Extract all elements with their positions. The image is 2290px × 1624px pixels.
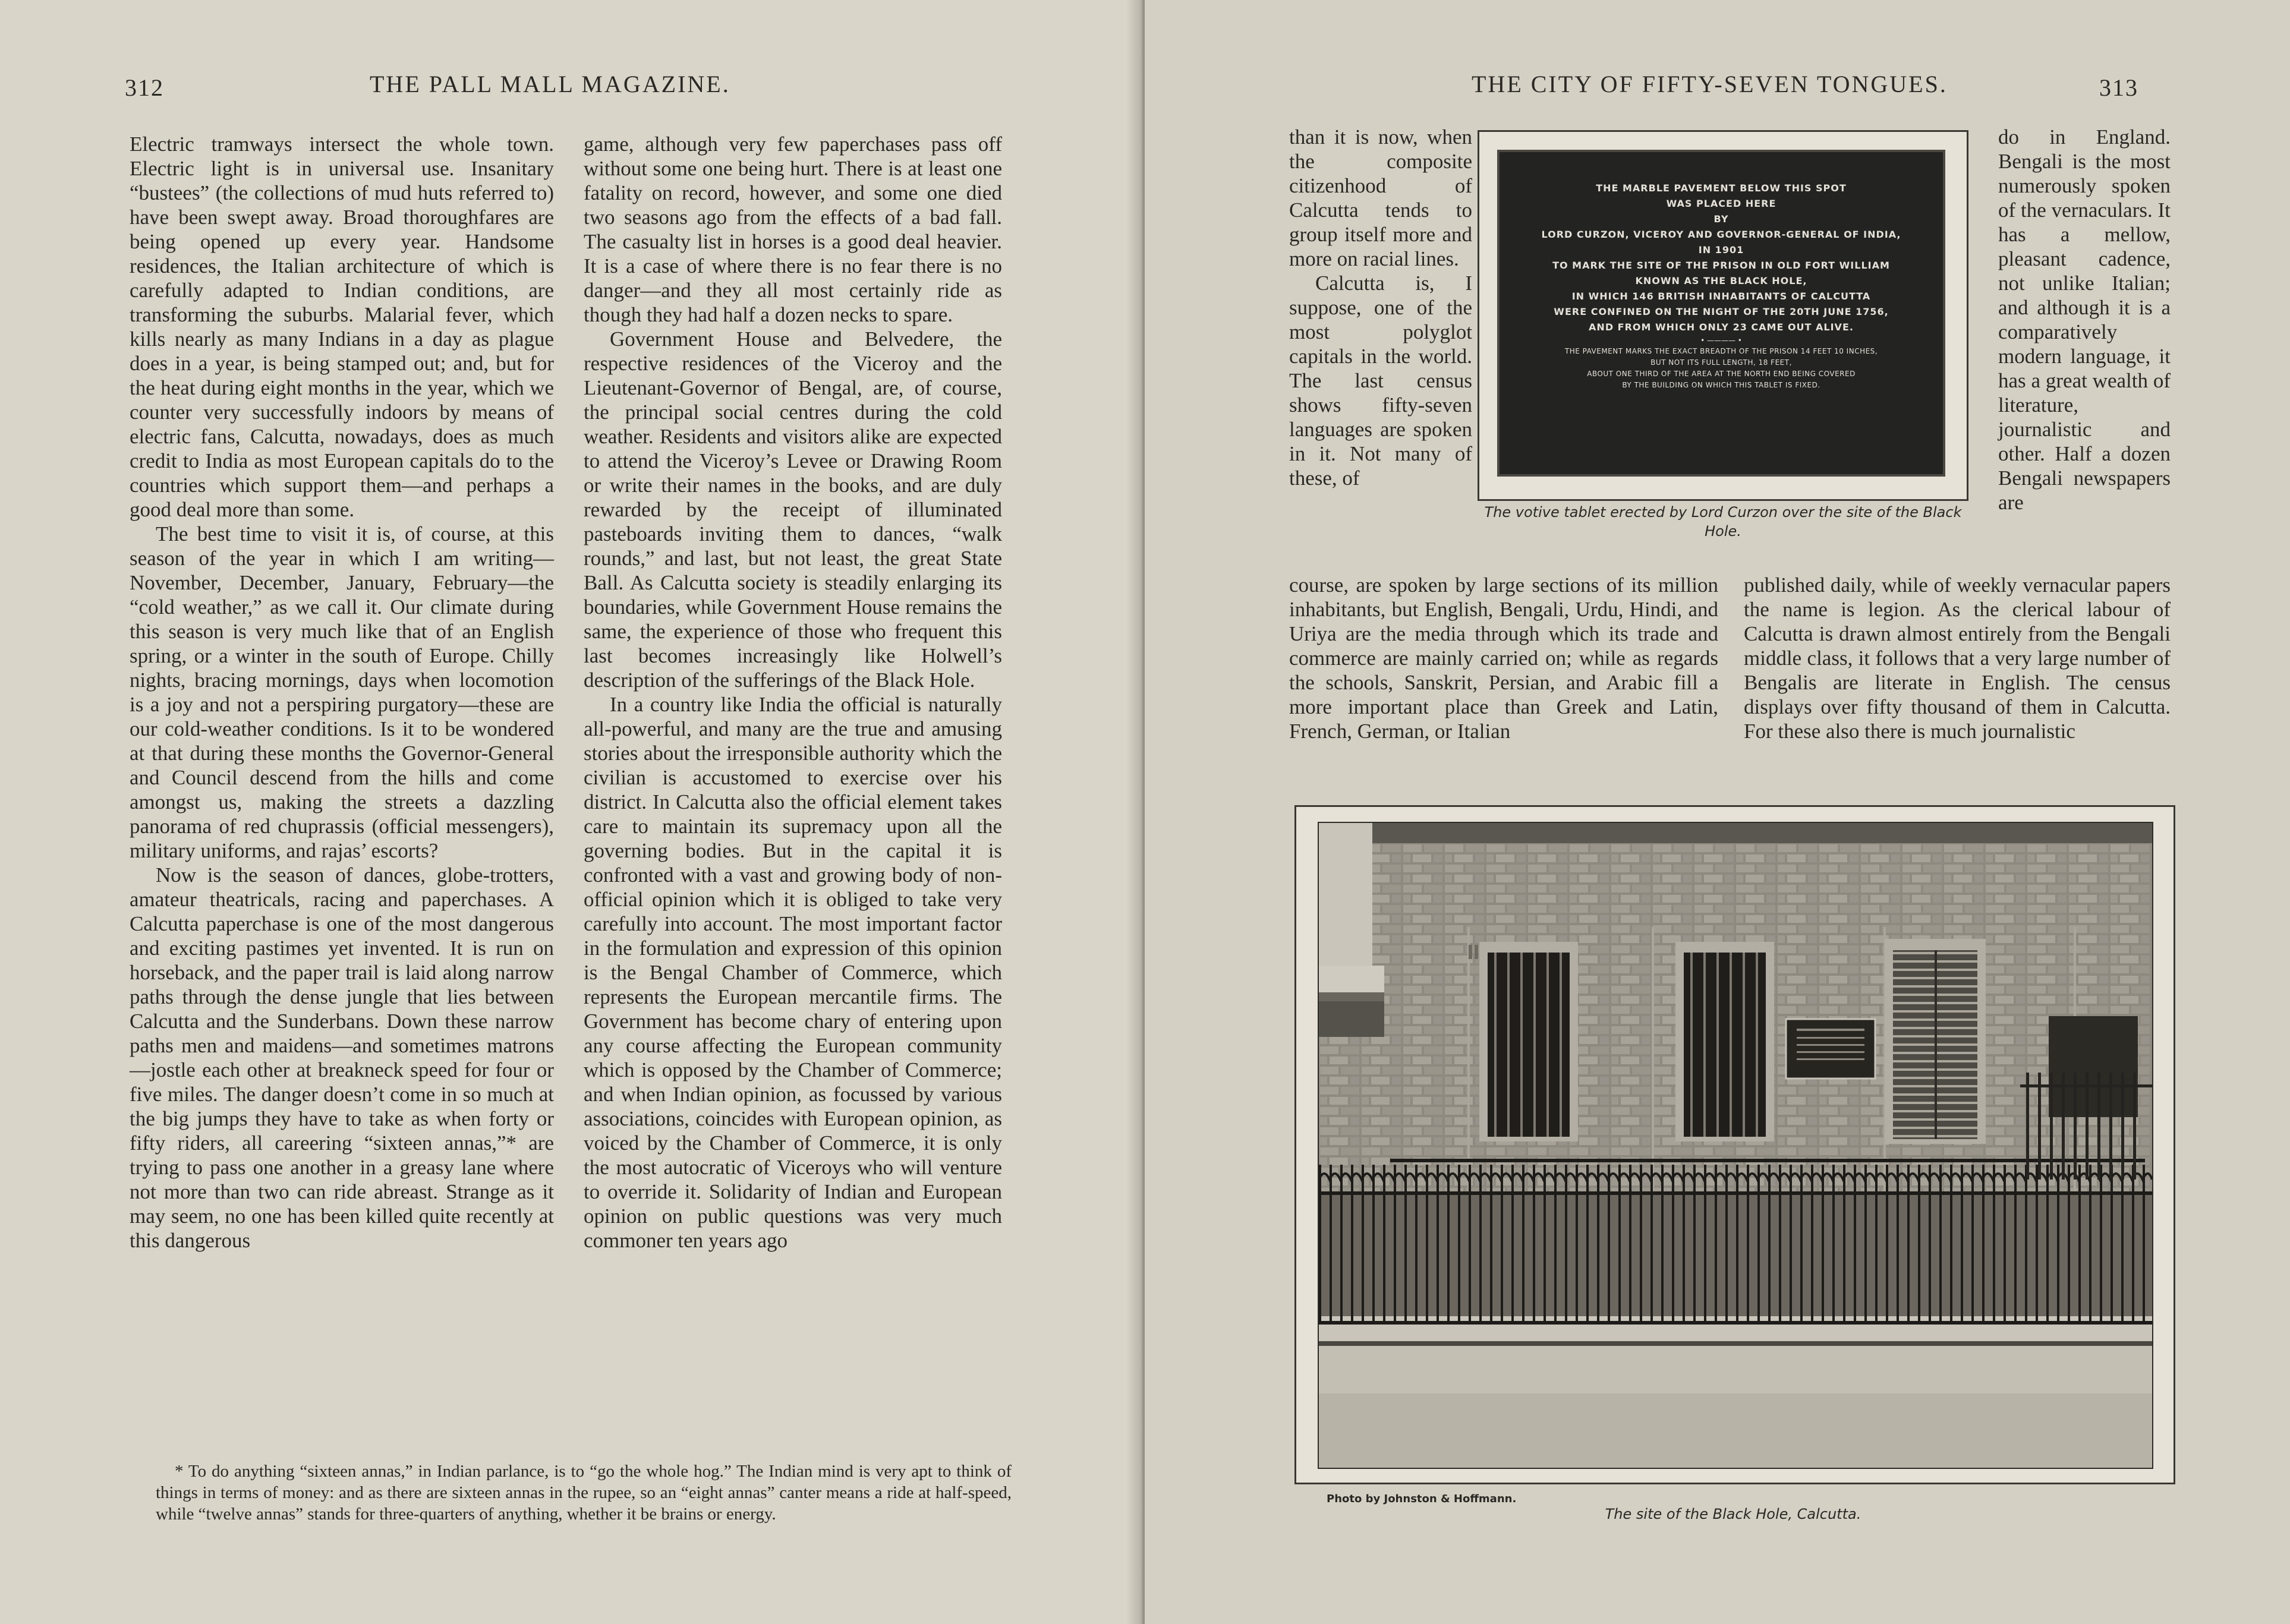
paragraph: game, although very few paperchases pass off without some one being hurt. There is at least one fatality on record, however, and some one died two seasons ago from the effects of a bad fall. The casualty list in horses is a good deal heavier. It is a case of where there is no fear there is no danger—and they all most certainly ride as though they had half a dozen necks to spare. xyxy=(584,133,1002,326)
tablet-line: WAS PLACED HERE xyxy=(1666,198,1776,209)
tablet-line: THE MARBLE PAVEMENT BELOW THIS SPOT xyxy=(1596,182,1847,194)
right-column-left xyxy=(1289,573,1718,743)
right-narrow-right xyxy=(1998,125,2171,515)
tablet-line: IN 1901 xyxy=(1698,244,1744,256)
paragraph: Government House and Belvedere, the respective residences of the Viceroy and the Lieutenant-Governor of Bengal, are, of course, the principal social centres during the cold weather. Residents and visitors alike are expected to attend the Viceroy’s Levee or Drawing Room or write their names in the books, and are duly rewarded by the receipt of illuminated pasteboards inviting them to dances, “walk rounds,” and last, but not least, the great State Ball. As Calcutta society is steadily enlarging its boundaries, while Government House remains the same, the experience of those who frequent this last becomes increasingly like Holwell’s description of the sufferings of the Black Hole. xyxy=(584,327,1002,692)
footnote-text: * To do anything “sixteen annas,” in Indian parlance, is to “go the whole hog.” The Indian mind is very apt to think of things in terms of money: and as there are sixteen annas in the rupee, so an “eight annas” canter means a ride at half-speed, while “twelve annas” stands for three-quarters of anything, whether it be brains or energy. xyxy=(156,1462,1012,1524)
tablet-line: TO MARK THE SITE OF THE PRISON IN OLD FORT WILLIAM xyxy=(1552,260,1890,271)
tablet-illustration xyxy=(1478,130,1968,501)
paragraph: than it is now, when the composite citizenhood of Calcutta tends to group itself more and more on racial lines. xyxy=(1289,125,1472,270)
tablet-line: AND FROM WHICH ONLY 23 CAME OUT ALIVE. xyxy=(1589,321,1854,333)
tablet-small-line: ABOUT ONE THIRD OF THE AREA AT THE NORTH END BEING COVERED xyxy=(1587,370,1856,378)
left-column-2 xyxy=(584,132,1002,1253)
tablet-line: LORD CURZON, VICEROY AND GOVERNOR-GENERAL OF INDIA, xyxy=(1541,229,1901,240)
right-column-right xyxy=(1744,573,2171,743)
tablet-small-line: BUT NOT ITS FULL LENGTH, 18 FEET, xyxy=(1650,358,1792,367)
paragraph: Now is the season of dances, globe-trotters, amateur theatricals, racing and paperchases. A Calcutta paperchase is one of the most dangerous and exciting pastimes yet invented. It is run on horseback, and the paper trail is laid along narrow paths through the dense jungle that lies between Calcutta and the Sunderbans. Down these narrow paths men and maidens—and sometimes matrons—jostle each other at breakneck speed for four or five miles. The danger doesn’t come in so much at the big jumps they have to take as when forty or fifty riders, all careering “sixteen annas,”* are trying to pass one another in a greasy lane where not more than two can ride abreast. Strange as it may seem, no one has been killed quite recently at this dangerous xyxy=(130,863,554,1252)
footnote xyxy=(156,1461,1012,1525)
tablet-small-line: THE PAVEMENT MARKS THE EXACT BREADTH OF THE PRISON 14 FEET 10 INCHES, xyxy=(1564,347,1878,355)
paragraph: Electric tramways intersect the whole town. Electric light is in universal use. Insanitary “bustees” (the collections of mud huts referred to) have been swept away. Broad thoroughfares are being opened up every year. Handsome residences, the Italian architecture of which is carefully adapted to Indian conditions, are transforming the suburbs. Malarial fever, which kills nearly as many Indians in a day as plague does in a year, is being stamped out; and, but for the heat during eight months in the year, which we counter very successfully indoors by means of electric fans, Calcutta, nowadays, does as much credit to India as most European capitals do to the countries which support them—and perhaps a good deal more than some. xyxy=(130,133,554,521)
tablet-plaque xyxy=(1497,150,1945,477)
paragraph: Calcutta is, I suppose, one of the most polyglot capitals in the world. The last census shows fifty-seven languages are spoken in it. Not many of these, of xyxy=(1289,272,1472,490)
photo-caption: The site of the Black Hole, Calcutta. xyxy=(1605,1506,1861,1522)
photo-credit: Photo by Johnston & Hoffmann. xyxy=(1327,1493,1517,1505)
tablet-line: BY xyxy=(1713,213,1729,225)
tablet-line: WERE CONFINED ON THE NIGHT OF THE 20TH JUNE 1756, xyxy=(1554,306,1889,317)
tablet-line: KNOWN AS THE BLACK HOLE, xyxy=(1635,275,1807,286)
paragraph: In a country like India the official is naturally all-powerful, and many are the true and amusing stories about the irresponsible authority which the civilian is accustomed to exercise over his district. In Calcutta also the official element takes care to maintain its supremacy upon all the governing bodies. But in the capital it is confronted with a vast and growing body of non-official opinion which it is obliged to take very carefully into account. The most important factor in the formulation and expression of this opinion is the Bengal Chamber of Commerce, which represents the European mercantile firms. The Government has become chary of entering upon any course affecting the European community which is opposed by the Chamber of Commerce; and when Indian opinion, as focussed by various associations, coincides with European opinion, as voiced by the Chamber of Commerce, it is only the most autocratic of Viceroys who will venture to override it. Solidarity of Indian and European opinion on public questions was very much commoner ten years ago xyxy=(584,693,1002,1252)
tablet-divider: • ———— • xyxy=(1700,336,1742,345)
right-page-number: 313 xyxy=(2099,74,2138,101)
paragraph: course, are spoken by large sections of its million inhabitants, but English, Bengali, Urdu, Hindi, and Uriya are the media through which its trade and commerce are mainly carried on; while as regards the schools, Sanskrit, Persian, and Arabic fill a more important place than Greek and Latin, French, German, or Italian xyxy=(1289,573,1718,743)
tablet-small-line: BY THE BUILDING ON WHICH THIS TABLET IS FIXED. xyxy=(1622,381,1820,389)
paragraph: published daily, while of weekly vernacular papers the name is legion. As the clerical labour of Calcutta is drawn almost entirely from the Bengali middle class, it follows that a very large number of Bengalis are literate in English. The census displays over fifty thousand of them in Calcutta. For these also there is much journalistic xyxy=(1744,573,2171,743)
paragraph: The best time to visit it is, of course, at this season of the year in which I am writing—November, December, January, February—the “cold weather,” as we call it. Our climate during this season is very much like that of an English spring, or a winter in the south of Europe. Chilly nights, bracing mornings, days when locomotion is a joy and not a perspiring purgatory—these are our cold-weather conditions. Is it to be wondered at that during these months the Governor-General and Council descend from the hills and come amongst us, making the streets a dazzling panorama of red chuprassis (official messengers), military uniforms, and rajas’ escorts? xyxy=(130,522,554,862)
right-running-head: THE CITY OF FIFTY-SEVEN TONGUES. xyxy=(1472,71,1948,97)
left-page-number: 312 xyxy=(125,74,164,101)
black-hole-site-photo xyxy=(1318,822,2153,1469)
photo-illustration xyxy=(1294,805,2175,1484)
tablet-line: IN WHICH 146 BRITISH INHABITANTS OF CALCUTTA xyxy=(1571,291,1871,302)
right-narrow-left xyxy=(1289,125,1472,490)
left-running-head: THE PALL MALL MAGAZINE. xyxy=(370,71,730,97)
left-column-1 xyxy=(130,132,554,1253)
paragraph: do in England. Bengali is the most numerously spoken of the vernaculars. It has a mellow, pleasant cadence, not unlike Italian; and although it is a comparatively modern language, it has a great wealth of literature, journalistic and other. Half a dozen Bengali newspapers are xyxy=(1998,125,2171,514)
tablet-caption: The votive tablet erected by Lord Curzon over the site of the Black Hole. xyxy=(1484,504,1962,540)
